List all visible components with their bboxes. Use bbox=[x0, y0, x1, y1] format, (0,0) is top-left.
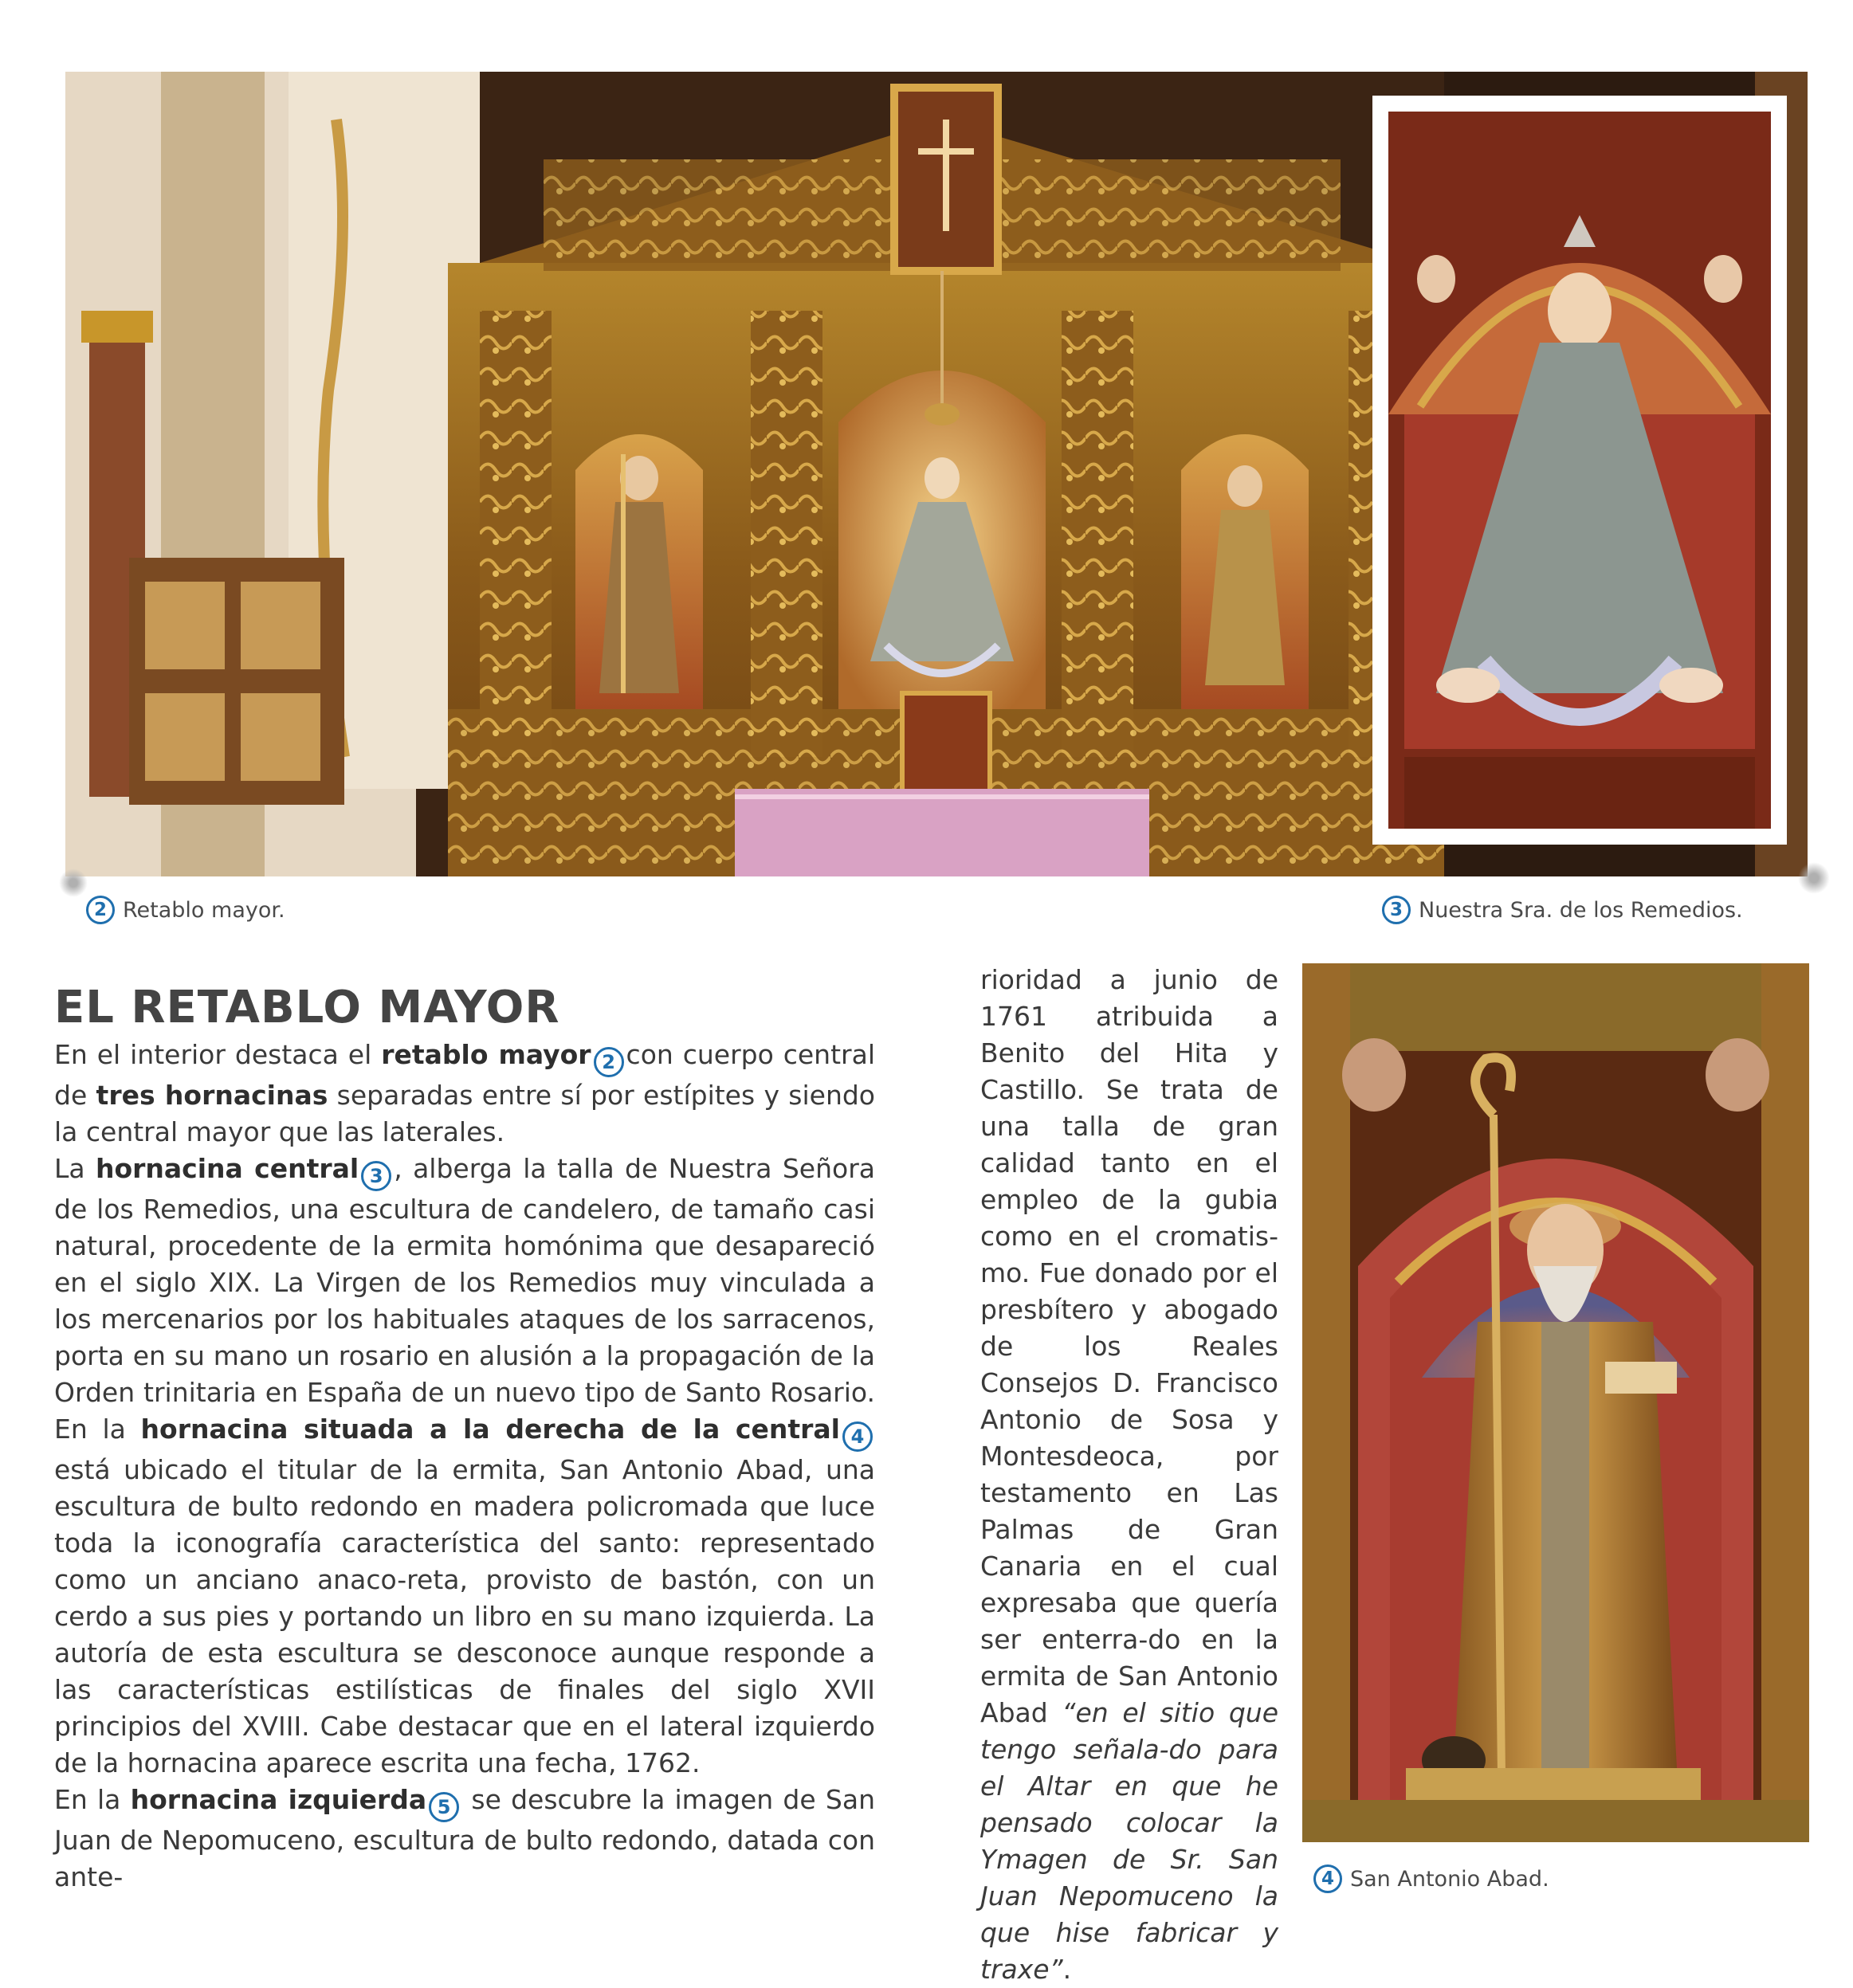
bold-term: hornacina central bbox=[95, 1153, 359, 1184]
article-column-right bbox=[980, 962, 1278, 1988]
bold-term: retablo mayor bbox=[381, 1039, 591, 1070]
text-run: En la bbox=[54, 1784, 131, 1815]
figure-ref-badge: 2 bbox=[594, 1047, 624, 1077]
bold-term: hornacina izquierda bbox=[130, 1784, 427, 1815]
caption-nuestra-sra-remedios bbox=[1382, 896, 1743, 924]
text-run: rioridad a junio de 1761 atribuida a Benito del Hita y Castillo. Se trata de una talla de gran calidad tanto en el empleo de la gubia como en el cromatis-mo. Fue donado por el presbítero y abogado de los Reales Consejos D. Francisco Antonio de Sosa y Montesdeoca, por testamento en Las Palmas de Gran Canaria en el cual expresaba que quería ser enterra-do en la ermita de San Antonio Abad bbox=[980, 964, 1278, 1728]
caption-san-antonio-abad bbox=[1313, 1864, 1549, 1893]
text-run: está ubicado el titular de la ermita, San Antonio Abad, una escultura de bulto redondo en madera policromada que luce toda la iconografía característica del santo: representado como un anciano anaco-reta, provisto de bastón, con un cerdo a sus pies y portando un libro en su mano izquierda. La autoría de esta escultura se desconoce aunque responde a las características estilísticas de finales del siglo XVII principios del XVIII. Cabe destacar que en el lateral izquierdo de la hornacina aparece escrita una fecha, 1762. bbox=[54, 1454, 875, 1778]
article-column-left bbox=[54, 1037, 875, 1896]
caption-text: San Antonio Abad. bbox=[1350, 1866, 1549, 1892]
figure-number-badge: 3 bbox=[1382, 896, 1411, 924]
text-run: se descubre la imagen de San Juan de Nepomuceno, escultura de bulto redondo, datada con ante- bbox=[54, 1784, 875, 1892]
figure-number-badge: 2 bbox=[86, 896, 115, 924]
retablo-mayor-photo bbox=[65, 72, 1808, 876]
paragraph-retablo bbox=[54, 1037, 875, 1151]
text-run: . bbox=[1062, 1954, 1072, 1985]
caption-text: Nuestra Sra. de los Remedios. bbox=[1419, 897, 1743, 923]
paragraph-hornacina-central bbox=[54, 1151, 875, 1782]
figure-ref-badge: 4 bbox=[842, 1421, 873, 1452]
figure-ref-badge: 5 bbox=[429, 1792, 459, 1822]
san-antonio-abad-photo bbox=[1302, 963, 1809, 1842]
caption-text: Retablo mayor. bbox=[123, 897, 285, 923]
paragraph-continuation bbox=[980, 962, 1278, 1988]
caption-retablo-mayor bbox=[86, 896, 285, 924]
section-heading: EL RETABLO MAYOR bbox=[54, 982, 560, 1033]
decorative-speck-left bbox=[59, 869, 88, 897]
paragraph-hornacina-izquierda bbox=[54, 1782, 875, 1896]
figure-number-badge: 4 bbox=[1313, 1864, 1342, 1893]
bold-term: hornacina situada a la derecha de la central bbox=[140, 1414, 840, 1445]
decorative-speck-right bbox=[1798, 862, 1830, 894]
italic-quote: “en el sitio que tengo señala-do para el Altar en que he pensado colocar la Ymagen de Sr. San Juan Nepomuceno la que hise fabricar y traxe” bbox=[980, 1697, 1279, 1985]
text-run: separadas entre sí por estípites y siendo la central mayor que las laterales. bbox=[54, 1080, 875, 1147]
text-run: , alberga la talla de Nuestra Señora de los Remedios, una escultura de candelero, de tamaño casi natural, procedente de la ermita homónima que desapareció en el siglo XIX. La Virgen de los Remedios muy vinculada a los mercenarios por los habituales ataques de los sarracenos, porta en su mano un rosario en alusión a la propagación de la Orden trinitaria en España de un nuevo tipo de Santo Rosario. En la bbox=[54, 1153, 875, 1445]
text-run: En el interior destaca el bbox=[54, 1039, 382, 1070]
bold-term: tres hornacinas bbox=[96, 1080, 328, 1111]
figure-ref-badge: 3 bbox=[361, 1161, 391, 1191]
text-run: La bbox=[54, 1153, 96, 1184]
text-run: con cuerpo central de bbox=[54, 1039, 875, 1111]
